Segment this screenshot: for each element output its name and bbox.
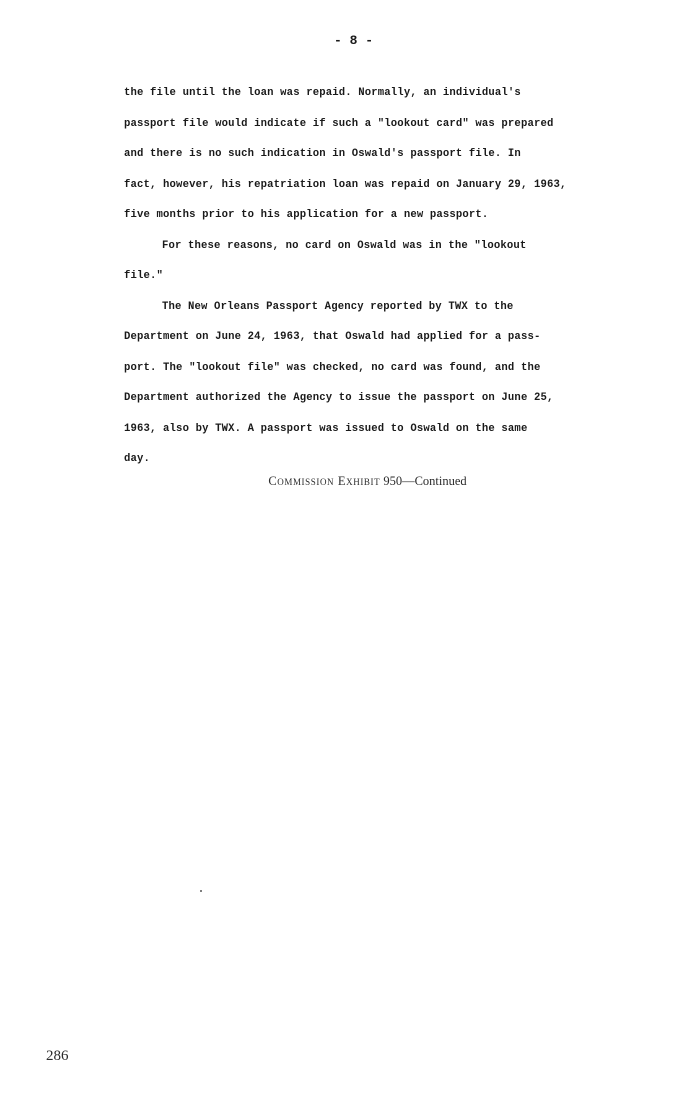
exhibit-caption-label: Commission Exhibit <box>268 474 381 488</box>
text-line: day. <box>124 453 151 465</box>
text-line: Department authorized the Agency to issue the passport on June 25, <box>124 392 554 404</box>
exhibit-caption-number: 950—Continued <box>383 474 467 488</box>
text-line: fact, however, his repatriation loan was repaid on January 29, 1963, <box>124 178 567 191</box>
text-line: Department on June 24, 1963, that Oswald had applied for a pass- <box>124 331 541 343</box>
scan-speck <box>200 890 202 892</box>
text-line: The New Orleans Passport Agency reported by TWX to the <box>162 300 514 313</box>
text-line: the file until the loan was repaid. Normally, an individual's <box>124 87 521 99</box>
text-line: port. The "lookout file" was checked, no card was found, and the <box>124 361 541 374</box>
page-number: 286 <box>46 1048 69 1064</box>
typed-memo-text <box>124 78 644 475</box>
text-line: file." <box>124 270 164 282</box>
text-line: five months prior to his application for a new passport. <box>124 209 489 221</box>
text-line: passport file would indicate if such a "lookout card" was prepared <box>124 117 554 130</box>
text-line: and there is no such indication in Oswald's passport file. In <box>124 148 521 160</box>
text-line: For these reasons, no card on Oswald was in the "lookout <box>162 239 527 252</box>
text-line: 1963, also by TWX. A passport was issued to Oswald on the same <box>124 422 528 435</box>
page-marker: - 8 - <box>333 33 373 48</box>
exhibit-caption <box>22 474 691 489</box>
